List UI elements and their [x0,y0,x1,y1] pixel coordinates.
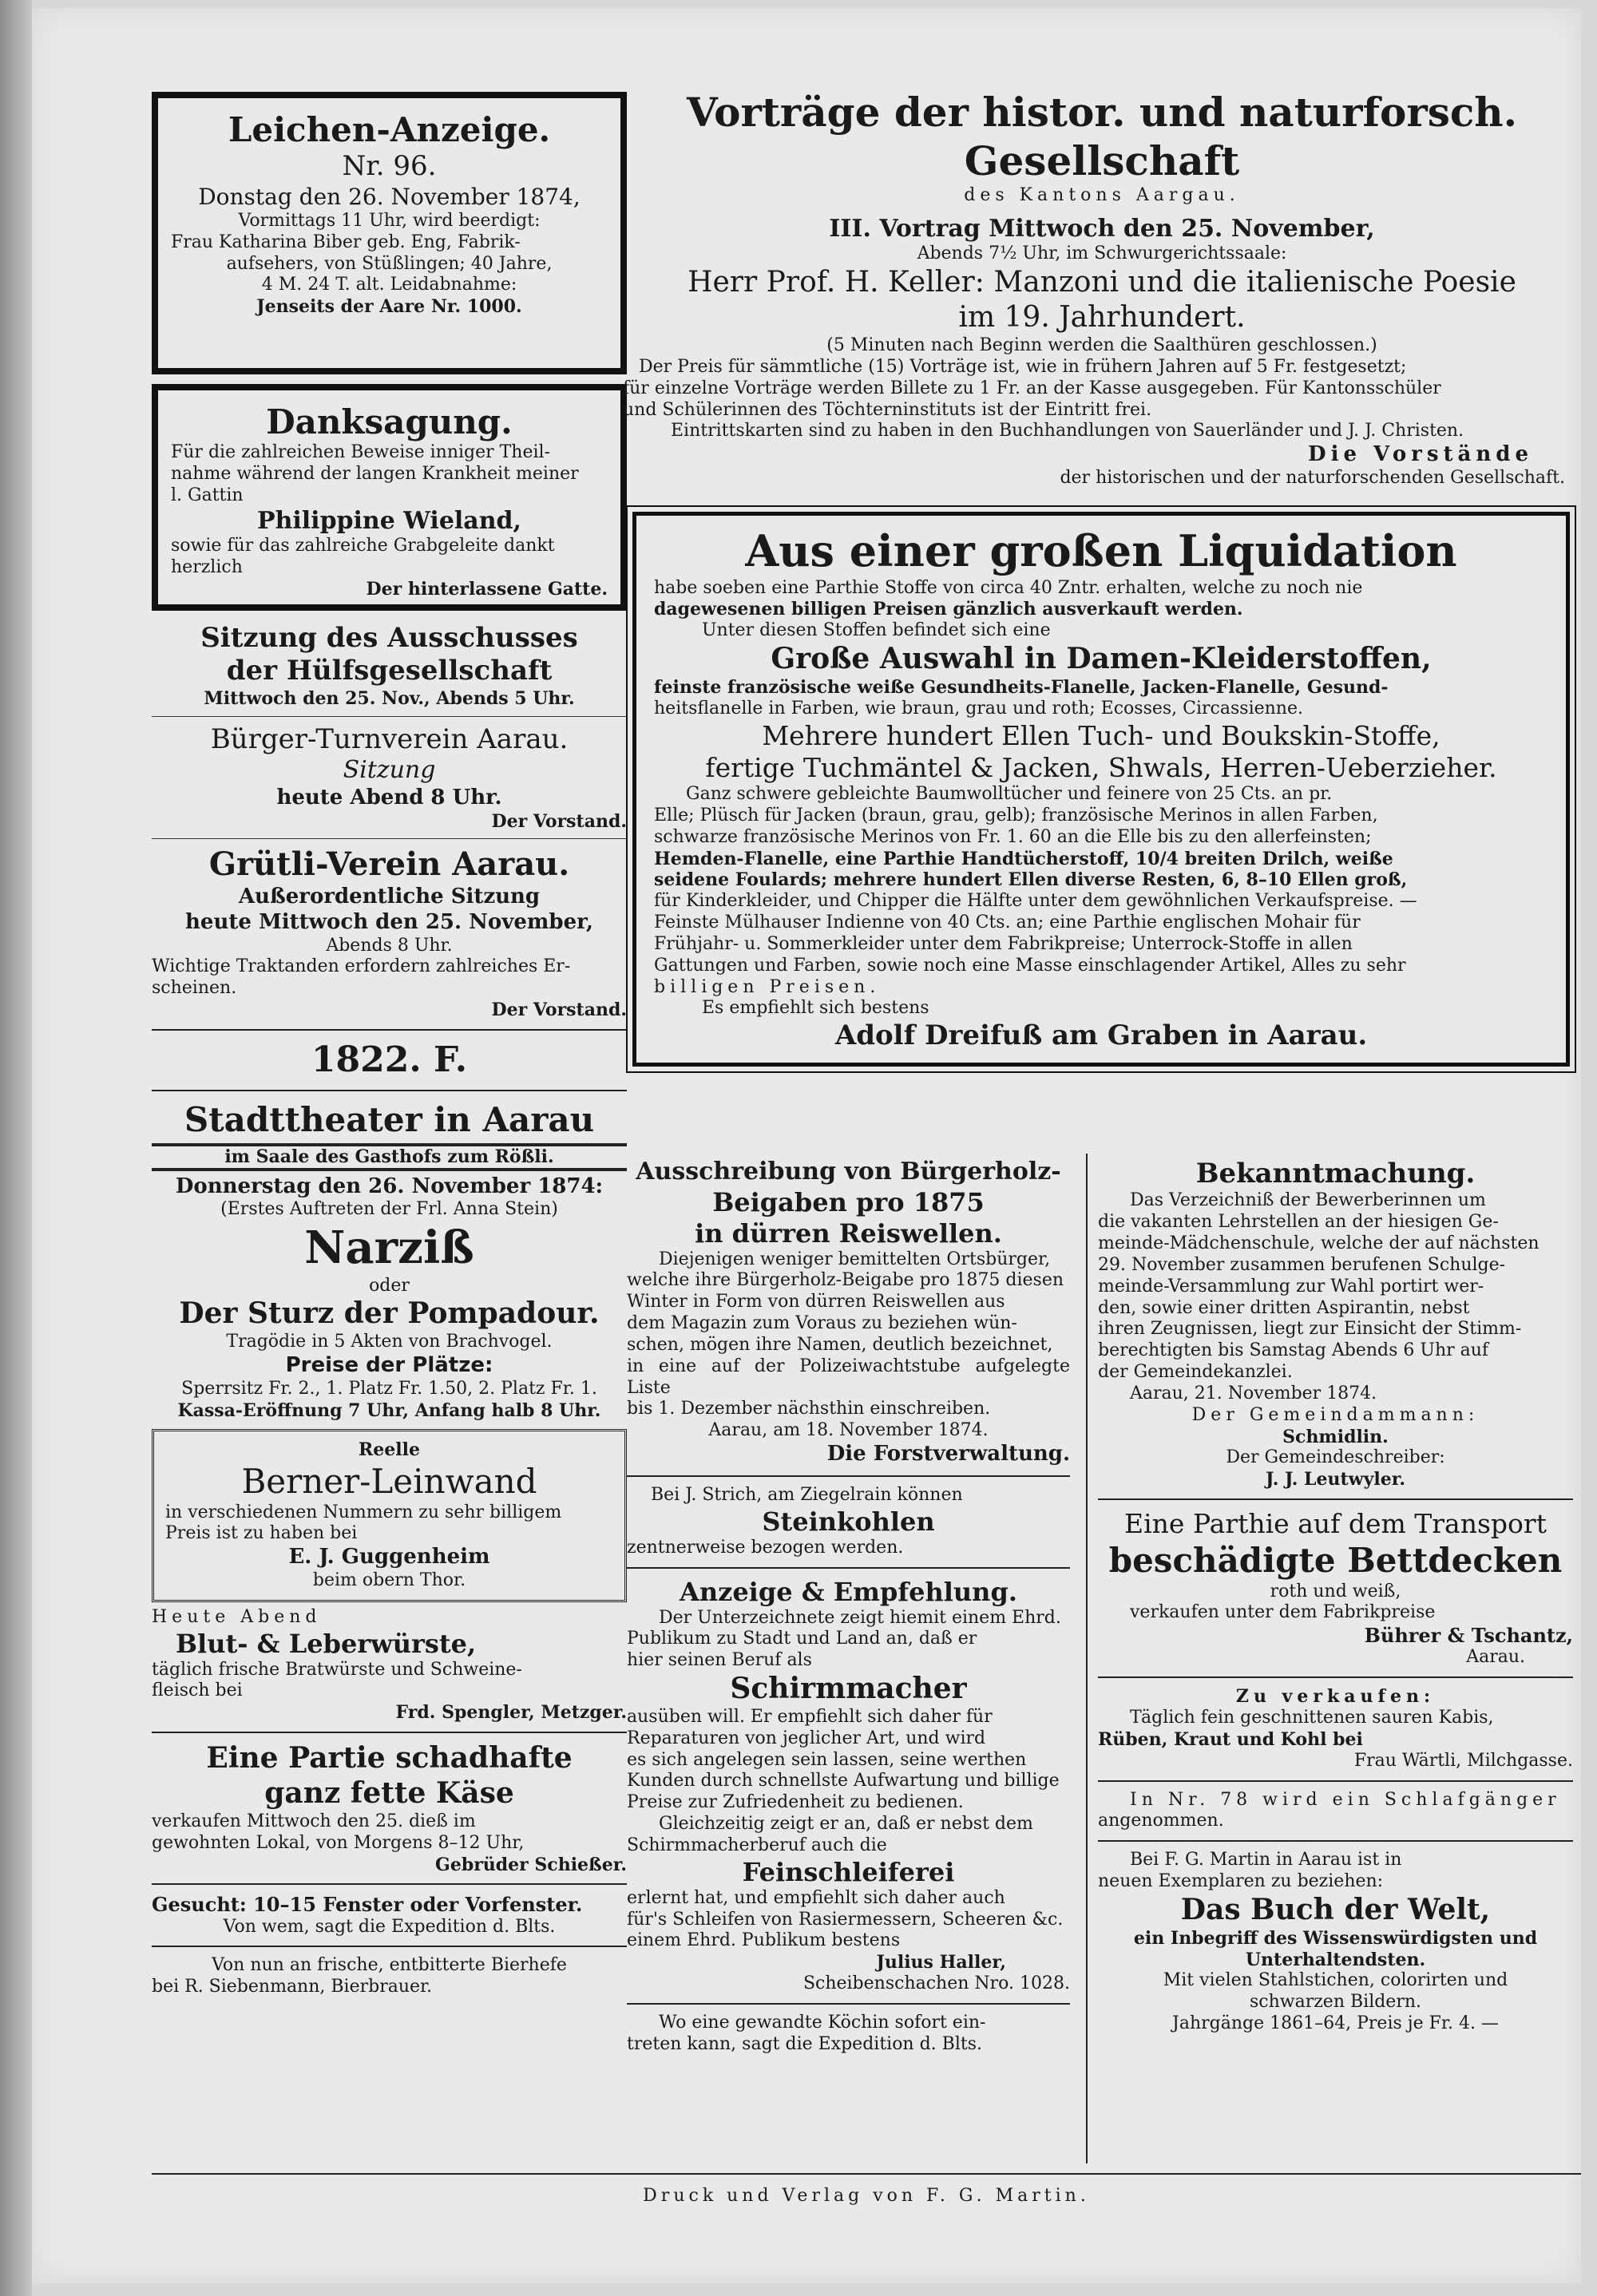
vortraege-l3: Herr Prof. H. Keller: Manzoni und die italienische Poesie [688,266,1516,299]
theater-p1: Sperrsitz Fr. 2., 1. Platz Fr. 1.50, 2. Platz Fr. 1. [181,1378,597,1399]
middle-column [627,1158,1070,2056]
column-rule [1086,1154,1088,2163]
buergerholz-date: Aarau, am 18. November 1874. [708,1420,989,1441]
divider [627,1475,1070,1477]
verkaufen-l2: Rüben, Kraut und Kohl bei [1098,1728,1363,1750]
vortraege-sub: des Kantons Aargau. [964,185,1240,205]
liquidation-l2: dagewesenen billigen Preisen gänzlich ausverkauft werden. [654,599,1243,620]
dank-text1: Für die zahlreichen Beweise inniger Theil- [171,442,550,463]
gesucht-l2: Von wem, sagt die Expedition d. Blts. [223,1916,556,1937]
liquidation-l8: schwarze französische Merinos von Fr. 1. 60 an die Elle bis zu den allerfeinsten; [654,826,1372,847]
bekannt-t3: meinde-Mädchenschule, welche der auf nächsten [1098,1233,1540,1254]
betten-l2: beschädigte Bettdecken [1108,1541,1563,1581]
schirm-block [627,1577,1070,1995]
buergerholz-t4: dem Magazin zum Voraus zu beziehen wün- [627,1313,1017,1334]
liquidation-l5: heitsflanelle in Farben, wie braun, grau und roth; Ecosses, Circassienne. [654,698,1303,718]
gruetli-title: Grütli-Verein Aarau. [208,845,570,884]
kaese-l1: Eine Partie schadhafte [206,1741,573,1775]
theater-p2: Kassa-Eröffnung 7 Uhr, Anfang halb 8 Uhr. [177,1399,601,1421]
theater-preise: Preise der Plätze: [285,1353,493,1378]
vortraege-l1: III. Vortrag Mittwoch den 25. November, [829,214,1375,243]
divider [1098,1780,1573,1782]
dank-name: Philippine Wieland, [257,506,521,535]
liquidation-l4: feinste französische weiße Gesundheits-Flanelle, Jacken-Flanelle, Gesund- [654,677,1389,699]
buergerholz-t3: Winter in Form von dürren Reiswellen aus [627,1292,1005,1312]
theater-oder: oder [369,1275,410,1296]
liquidation-l16: Es empfiehlt sich bestens [702,998,929,1019]
buch-l5: Mit vielen Stahlstichen, colorirten und [1163,1970,1508,1991]
vortraege-l6: Der Preis für sämmtliche (15) Vorträge ist, wie in frühern Jahren auf 5 Fr. festgesetzt; [639,356,1407,377]
dank-text3: l. Gattin [171,485,244,505]
schirm-addr: Scheibenschachen Nro. 1028. [802,1973,1070,1994]
dank-title: Danksagung. [266,402,513,441]
leinwand-l5: E. J. Guggenheim [288,1545,490,1570]
right-top [623,88,1581,1067]
schirm-t1: Der Unterzeichnete zeigt hiemit einem Ehrd. [659,1607,1061,1628]
turnverein-l1: Sitzung [343,756,436,785]
dank-text4: sowie für das zahlreiche Grabgeleite dankt [171,536,555,556]
buergerholz-l2: Beigaben pro 1875 [712,1186,985,1217]
vortraege-l8: und Schülerinnen des Töchterninstituts ist der Eintritt frei. [623,399,1152,420]
schirm-t6: es sich angelegen sein lassen, seine werthen [627,1749,1027,1770]
divider [152,1090,627,1091]
leinwand-l1: Reelle [359,1439,420,1461]
buch-l1: Bei F. G. Martin in Aarau ist in [1130,1850,1402,1870]
leinwand-l2: Berner-Leinwand [241,1462,537,1502]
kaese-l3: verkaufen Mittwoch den 25. dieß im [152,1811,476,1831]
strich-l1: Bei J. Strich, am Ziegelrain können [651,1484,963,1505]
vortraege-l5: (5 Minuten nach Beginn werden die Saalthüren geschlossen.) [826,335,1377,356]
kaese-block [152,1741,627,1875]
gruetli-l3: Abends 8 Uhr. [326,935,453,956]
koechin-block [627,2013,1070,2056]
schirm-t9: Gleichzeitig zeigt er an, daß er nebst dem [659,1814,1033,1835]
theater-genre: Tragödie in 5 Akten von Brachvogel. [226,1332,553,1352]
liquidation-l1: habe soeben eine Parthie Stoffe von circa 40 Zntr. erhalten, welche zu noch nie [654,577,1363,598]
divider [152,1732,627,1733]
wurst-l4: fleisch bei [152,1680,243,1701]
buergerholz-t6: in eine auf der Polizeiwachtstube aufgelegte Liste [627,1356,1070,1398]
sitzung-l2: der Hülfsgesellschaft [226,655,553,687]
leinwand-box [152,1429,627,1601]
liquidation-l7: Elle; Plüsch für Jacken (braun, grau, gelb); französische Merinos in allen Farben, [654,806,1378,825]
bierhefe-l1: Von nun an frische, entbitterte Bierhefe [212,1955,567,1976]
liquidation-box [632,512,1570,1067]
gruetli-l2: heute Mittwoch den 25. November, [185,909,593,934]
vortraege-l7: für einzelne Vorträge werden Billete zu 1 Fr. an der Kasse ausgegeben. Für Kantonsschüler [623,378,1441,398]
vortraege-block [623,88,1581,489]
gruetli-block [152,845,627,1021]
ad-1822-f: 1822. F. [311,1039,468,1080]
vortraege-l2: Abends 7½ Uhr, im Schwurgerichtssaale: [917,243,1287,264]
kaese-l2: ganz fette Käse [264,1775,514,1810]
verkaufen-title: Zu verkaufen: [1235,1686,1436,1708]
gruetli-l5: scheinen. [152,978,237,999]
kaese-l4: gewohnten Lokal, von Morgens 8–12 Uhr, [152,1832,525,1853]
bekannt-date: Aarau, 21. November 1874. [1130,1383,1377,1403]
liquidation-l13: Frühjahr- u. Sommerkleider unter dem Fabrikpreise; Unterrock-Stoffe in allen [654,933,1353,954]
dank-text2: nahme während der langen Krankheit meiner [171,464,579,485]
theater-note: (Erstes Auftreten der Frl. Anna Stein) [220,1199,558,1220]
bekannt-t1: Das Verzeichniß der Bewerberinnen um [1130,1190,1486,1211]
leinwand-l3: in verschiedenen Nummern zu sehr billigem [165,1502,562,1522]
leichen-title: Leichen-Anzeige. [228,110,551,149]
divider [1098,1498,1573,1500]
schirm-t2: Publikum zu Stadt und Land an, daß er [627,1629,977,1649]
divider [1098,1840,1573,1842]
betten-sign: Bührer & Tschantz, [1364,1624,1573,1648]
wurst-sign: Frd. Spengler, Metzger. [395,1702,627,1724]
vortraege-l4: im 19. Jahrhundert. [958,301,1246,335]
wurst-l3: täglich frische Bratwürste und Schweine- [152,1659,522,1680]
leichen-text3: 4 M. 24 T. alt. Leidabnahme: [261,275,517,295]
bekannt-s1: Der Gemeindammann: [1191,1404,1480,1425]
gruetli-l1: Außerordentliche Sitzung [238,885,541,909]
wurst-block [152,1607,627,1724]
betten-l1: Eine Parthie auf dem Transport [1124,1508,1547,1540]
liquidation-l3: Unter diesen Stoffen befindet sich eine [702,620,1051,641]
leichen-anzeige-box [152,92,627,374]
kaese-sign: Gebrüder Schießer. [435,1854,627,1875]
schirm-t11: erlernt hat, und empfiehlt sich daher auch [627,1887,1005,1908]
verkaufen-l3: Frau Wärtli, Milchgasse. [1353,1750,1573,1771]
turnverein-title: Bürger-Turnverein Aarau. [210,722,569,755]
left-column [152,92,627,1998]
bekannt-t8: berechtigten bis Samstag Abends 6 Uhr auf [1098,1340,1489,1361]
buch-l7: Jahrgänge 1861–64, Preis je Fr. 4. — [1172,2013,1499,2034]
schirm-title: Anzeige & Empfehlung. [680,1576,1017,1607]
theater-title: Stadttheater in Aarau [184,1099,595,1139]
gesucht-l1: Gesucht: 10–15 Fenster oder Vorfenster. [152,1893,583,1917]
liquidation-title: Aus einer großen Liquidation [745,525,1457,576]
divider [152,1029,627,1031]
bierhefe-l2: bei R. Siebenmann, Bierbrauer. [152,1977,433,1997]
buergerholz-t7: bis 1. Dezember nächsthin einschreiben. [627,1399,991,1419]
liquidation-sign: Adolf Dreifuß am Graben in Aarau. [834,1019,1368,1052]
vortraege-l9: Eintrittskarten sind zu haben in den Buchhandlungen von Sauerländer und J. J. Christen. [671,421,1464,441]
schirm-t12: für's Schleifen von Rasiermessern, Scheeren &c. [627,1909,1064,1930]
liquidation-l6: Ganz schwere gebleichte Baumwolltücher und feinere von 25 Cts. an pr. [686,784,1333,805]
koechin-l1: Wo eine gewandte Köchin sofort ein- [659,2012,986,2033]
buergerholz-l3: in dürren Reiswellen. [695,1217,1002,1249]
theater-sub: im Saale des Gasthofs zum Rößli. [152,1143,627,1171]
bekannt-s2: Schmidlin. [1282,1426,1389,1447]
leichen-text2: aufsehers, von Stüßlingen; 40 Jahre, [226,253,553,274]
bekannt-s4: J. J. Leutwyler. [1266,1469,1405,1490]
leichen-text4: Jenseits der Aare Nr. 1000. [256,296,522,318]
theater-play: Narziß [304,1221,474,1275]
newspaper-page [32,8,1581,2283]
gruetli-l4: Wichtige Traktanden erfordern zahlreiches Er- [152,956,571,977]
verkaufen-block [1098,1686,1573,1771]
schirm-t8: Preise zur Zufriedenheit zu bedienen. [627,1792,964,1813]
leichen-time: Vormittags 11 Uhr, wird beerdigt: [238,210,541,231]
theater-date: Donnerstag den 26. November 1874: [175,1174,604,1198]
leinwand-l4: Preis ist zu haben bei [165,1523,358,1544]
turnverein-sign: Der Vorstand. [491,810,627,832]
liquidation-l9: Hemden-Flanelle, eine Parthie Handtücherstoff, 10/4 breiten Drilch, weiße [654,848,1393,869]
bekannt-t6: den, sowie einer dritten Aspirantin, nebst [1098,1297,1470,1318]
vortraege-title: Vorträge der histor. und naturforsch. Gesellschaft [686,89,1518,184]
imprint-footer: Druck und Verlag von F. G. Martin. [152,2173,1581,2206]
schlaf-l1: In Nr. 78 wird ein Schlafgänger [1130,1789,1561,1810]
liquidation-l15: billigen Preisen. [654,976,881,997]
liquidation-h1: Große Auswahl in Damen-Kleiderstoffen, [771,642,1432,676]
schirm-t5: Reparaturen von jeglicher Art, und wird [627,1728,986,1748]
liquidation-h2: Mehrere hundert Ellen Tuch- und Boukskin-Stoffe, [762,719,1440,751]
verkaufen-l1: Täglich fein geschnittenen sauren Kabis, [1130,1708,1494,1728]
bekannt-t5: meinde-Versammlung zur Wahl portirt wer- [1098,1276,1484,1296]
schirm-t4: ausüben will. Er empfiehlt sich daher für [627,1706,993,1727]
strich-block [627,1485,1070,1559]
divider [627,1567,1070,1569]
betten-l3: roth und weiß, [1270,1581,1401,1601]
divider [152,838,627,839]
buch-l3: ein Inbegriff des Wissenswürdigsten und [1133,1927,1538,1949]
buergerholz-t2: welche ihre Bürgerholz-Beigabe pro 1875 diesen [627,1270,1064,1291]
danksagung-box [152,384,627,611]
liquidation-h3: fertige Tuchmäntel & Jacken, Shwals, Herren-Ueberzieher. [705,751,1497,783]
schirm-h1: Schirmmacher [730,1672,967,1706]
betten-l4: verkaufen unter dem Fabrikpreise [1130,1602,1436,1623]
sitzung-l1: Sitzung des Ausschusses [200,622,578,654]
schlaf-block [1098,1790,1573,1833]
schlaf-l2: angenommen. [1098,1811,1224,1831]
leichen-nr: Nr. 96. [342,150,437,183]
wurst-l1: Heute Abend [152,1606,322,1627]
bekannt-t9: der Gemeindekanzlei. [1098,1362,1293,1383]
schirm-t7: Kunden durch schnellste Aufwartung und billige [627,1771,1060,1791]
right-column [1098,1158,1573,2035]
bekannt-s3: Der Gemeindeschreiber: [1226,1447,1445,1468]
buch-l6: schwarzen Bildern. [1249,1992,1422,2013]
divider [1098,1676,1573,1678]
schirm-t10: Schirmmacherberuf auch die [627,1835,887,1855]
koechin-l2: treten kann, sagt die Expedition d. Blts. [627,2033,982,2054]
buergerholz-block [627,1158,1070,1467]
dank-text5: herzlich [171,557,243,578]
sitzung-block [152,622,627,710]
schirm-t3: hier seinen Beruf als [627,1650,812,1671]
divider [627,2003,1070,2005]
bekannt-t2: die vakanten Lehrstellen an der hiesigen Ge- [1098,1212,1499,1233]
buch-l2: neuen Exemplaren zu beziehen: [1098,1871,1384,1892]
divider [152,716,627,717]
liquidation-l14: Gattungen und Farben, sowie noch eine Masse einschlagender Artikel, Alles zu sehr [654,955,1406,976]
bekannt-block [1098,1158,1573,1490]
theater-block [152,1099,627,1422]
buch-title: Das Buch der Welt, [1180,1892,1491,1926]
wurst-l2: Blut- & Leberwürste, [176,1628,477,1659]
bekannt-t7: ihren Zeugnissen, liegt zur Einsicht der Stimm- [1098,1319,1522,1340]
sitzung-l3: Mittwoch den 25. Nov., Abends 5 Uhr. [204,687,575,709]
bekannt-title: Bekanntmachung. [1195,1158,1476,1190]
schirm-h2: Feinschleiferei [742,1856,955,1887]
strich-l3: zentnerweise bezogen werden. [627,1537,904,1558]
bekannt-t4: 29. November zusammen berufenen Schulge- [1098,1254,1506,1275]
leichen-date: Donstag den 26. November 1874, [198,183,581,210]
buch-block [1098,1850,1573,2035]
page-binding [0,0,32,2296]
schirm-sign: Julius Haller, [876,1952,1006,1973]
theater-play2: Der Sturz der Pompadour. [179,1296,600,1331]
divider [152,1946,627,1947]
divider [152,1883,627,1885]
buergerholz-t1: Diejenigen weniger bemittelten Ortsbürger, [659,1249,1051,1269]
vortraege-sign2: der historischen und der naturforschenden Gesellschaft. [1060,467,1565,488]
strich-l2: Steinkohlen [762,1506,935,1537]
liquidation-l11: für Kinderkleider, und Chipper die Hälfte unter dem gewöhnlichen Verkaufspreise. — [654,891,1417,912]
gruetli-sign: Der Vorstand. [491,1000,627,1021]
buergerholz-sign: Die Forstverwaltung. [826,1442,1070,1467]
schirm-t13: einem Ehrd. Publikum bestens [627,1930,901,1951]
gesucht-block [152,1893,627,1938]
buergerholz-t5: schen, mögen ihre Namen, deutlich bezeichnet, [627,1334,1053,1355]
buergerholz-l1: Ausschreibung von Bürgerholz- [636,1158,1061,1186]
liquidation-l10: seidene Foulards; mehrere hundert Ellen diverse Resten, 6, 8–10 Ellen groß, [654,869,1408,891]
buch-l4: Unterhaltendsten. [1245,1949,1426,1970]
turnverein-block [152,723,627,833]
leichen-text1: Frau Katharina Biber geb. Eng, Fabrik- [171,232,521,252]
liquidation-l12: Feinste Mülhauser Indienne von 40 Cts. an; eine Parthie englischen Mohair für [654,912,1361,933]
bierhefe-block [152,1955,627,1998]
dank-sign: Der hinterlassene Gatte. [366,578,608,600]
leinwand-l6: beim obern Thor. [312,1570,466,1590]
betten-block [1098,1508,1573,1669]
vortraege-sign1: Die Vorstände [1308,442,1533,467]
turnverein-l2: heute Abend 8 Uhr. [276,785,502,810]
betten-city: Aarau. [1466,1647,1525,1668]
